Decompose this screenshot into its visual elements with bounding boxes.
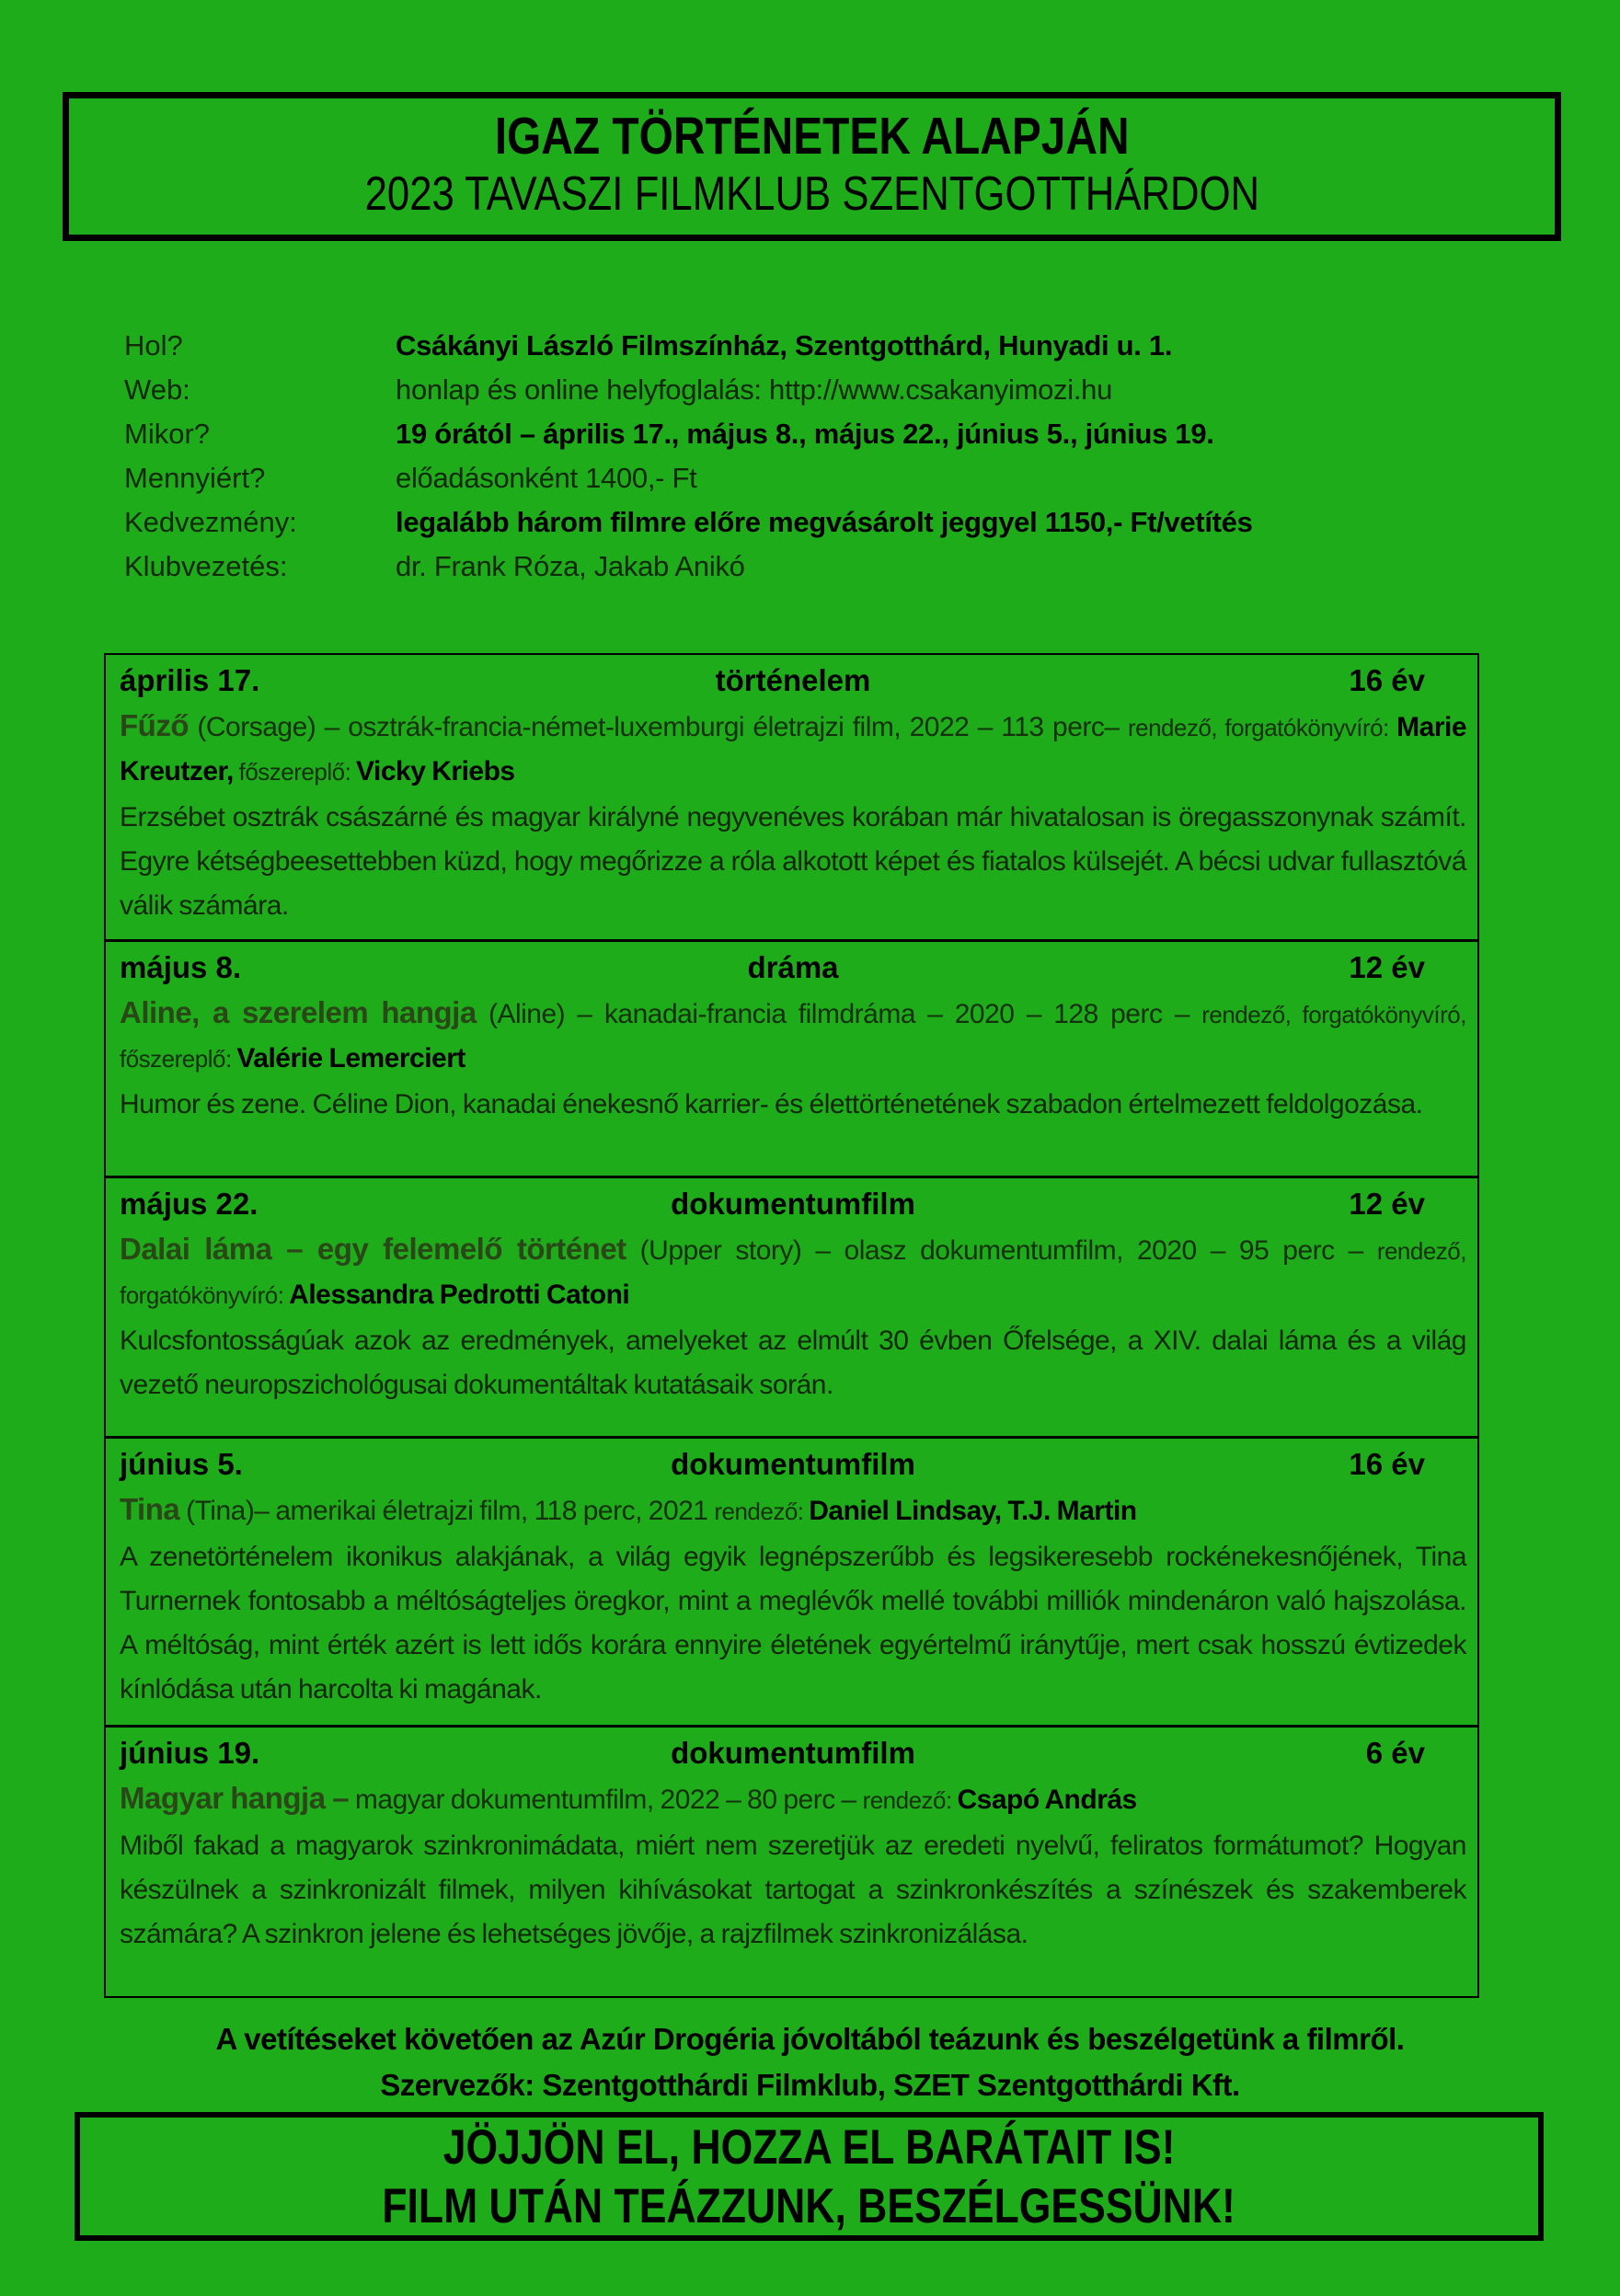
info-value: honlap és online helyfoglalás: http://www.csakanyimozi.hu [396, 373, 1113, 406]
film-row [106, 939, 1477, 1176]
film-row-head [120, 1443, 1466, 1486]
invitation-box [75, 2112, 1544, 2241]
film-description: Humor és zene. Céline Dion, kanadai énekesnő karrier- és élettörténetének szabadon értelmezett feldolgozása. [120, 1089, 1423, 1119]
info-value: legalább három filmre előre megvásárolt jeggyel 1150,- Ft/vetítés [396, 506, 1253, 538]
meta-segment: rendező, forgatókönyvíró: [120, 1237, 1466, 1309]
info-value: Csákányi László Filmszínház, Szentgotthárd, Hunyadi u. 1. [396, 329, 1173, 362]
film-meta-line [120, 1487, 1466, 1533]
meta-segment: Valérie Lemerciert [236, 1043, 465, 1073]
film-genre: dokumentumfilm [671, 1736, 915, 1770]
meta-segment: magyar dokumentumfilm, 2022 – 80 perc – [349, 1785, 863, 1815]
meta-segment: (Aline) – kanadai-francia filmdráma – 2020 – 128 perc – [476, 999, 1202, 1029]
film-row-head [120, 1183, 1466, 1225]
page-subtitle-row [69, 166, 1555, 222]
invitation-line2: FILM UTÁN TEÁZZUNK, BESZÉLGESSÜNK! [382, 2179, 1236, 2233]
invitation-line1: JÖJJÖN EL, HOZZA EL BARÁTAIT IS! [442, 2120, 1176, 2175]
film-row [106, 655, 1477, 939]
film-age-rating: 12 év [1349, 950, 1425, 984]
film-date: április 17. [120, 663, 260, 697]
footer-line1: A vetítéseket követően az Azúr Drogéria jóvoltából teázunk és beszélgetünk a filmről. [215, 2022, 1405, 2056]
film-description: Kulcsfontosságúak azok az eredmények, amelyeket az elmúlt 30 évben Őfelsége, a XIV. dalai láma és a világ vezető neuropszichológusai dokumentáltak kutatásaik során. [120, 1326, 1466, 1400]
film-age-rating: 6 év [1365, 1736, 1425, 1770]
info-row [124, 456, 1486, 500]
film-row-head [120, 660, 1466, 702]
film-row-head [120, 1732, 1466, 1774]
film-genre: dokumentumfilm [671, 1187, 915, 1221]
film-date: június 5. [120, 1447, 243, 1481]
film-description: A zenetörténelem ikonikus alakjának, a világ egyik legnépszerűbb és legsikeresebb rockénekesnőjének, Tina Turnernek fontosabb a méltóságteljes öregkor, mint a meglévők mellé további milliók mindenáron való hajszolása. A méltóság, mint érték azért is lett idős korára ennyire életének egyértelmű iránytűje, mert csak hosszú évtizedek kínlódása után harcolta ki magának. [120, 1542, 1466, 1705]
film-genre: történelem [715, 663, 871, 697]
page-subtitle: 2023 TAVASZI FILMKLUB SZENTGOTTHÁRDON [364, 167, 1259, 221]
meta-segment: Vicky Kriebs [356, 756, 515, 786]
film-row [106, 1176, 1477, 1436]
invitation-line2-row [80, 2176, 1538, 2235]
film-row-head [120, 947, 1466, 989]
info-value: előadásonként 1400,- Ft [396, 462, 697, 494]
footer-line2: Szervezők: Szentgotthárdi Filmklub, SZET Szentgotthárdi Kft. [380, 2068, 1240, 2102]
invitation-line1-row [80, 2118, 1538, 2176]
film-meta-line [120, 1227, 1466, 1317]
info-row [124, 368, 1486, 412]
meta-segment: rendező: [862, 1786, 958, 1814]
meta-segment: Csapó András [957, 1785, 1137, 1815]
meta-segment: (Upper story) – olasz dokumentumfilm, 2020 – 95 perc – [626, 1235, 1377, 1266]
film-title: Fűző [120, 708, 189, 742]
film-table [104, 653, 1479, 1998]
film-description: Miből fakad a magyarok szinkronimádata, miért nem szeretjük az eredeti nyelvű, feliratos formátumot? Hogyan készülnek a szinkronizált filmek, milyen kihívásokat tartogat a szinkronkészítés a színészek és szakemberek számára? A szinkron jelene és lehetséges jövője, a rajzfilmek szinkronizálása. [120, 1831, 1466, 1949]
film-age-rating: 16 év [1349, 1447, 1425, 1481]
film-row [106, 1725, 1477, 1996]
film-date: május 22. [120, 1187, 259, 1221]
footer-note [0, 2016, 1620, 2108]
meta-segment: rendező, forgatókönyvíró: [1127, 714, 1397, 741]
film-title: Tina [120, 1492, 180, 1526]
meta-segment: Daniel Lindsay, T.J. Martin [809, 1496, 1137, 1526]
info-label: Klubvezetés: [124, 550, 288, 582]
meta-segment: rendező, forgatókönyvíró, főszereplő: [120, 1001, 1466, 1073]
film-meta-line [120, 1776, 1466, 1822]
film-meta-line [120, 704, 1466, 794]
info-value: dr. Frank Róza, Jakab Anikó [396, 550, 745, 582]
meta-segment: Marie Kreutzer, [120, 712, 1467, 786]
title-box [63, 92, 1561, 241]
info-row [124, 500, 1486, 545]
film-title: Dalai láma – egy felemelő történet [120, 1232, 626, 1266]
info-section [124, 324, 1486, 589]
meta-segment: (Corsage) – osztrák-francia-német-luxemburgi életrajzi film, 2022 – 113 perc– [188, 712, 1128, 742]
film-date: május 8. [120, 950, 242, 984]
film-title: Magyar hangja – [120, 1781, 350, 1815]
info-label: Mikor? [124, 418, 211, 450]
info-label: Kedvezmény: [124, 506, 297, 538]
info-label: Web: [124, 373, 190, 406]
meta-segment: Alessandra Pedrotti Catoni [289, 1280, 630, 1310]
film-age-rating: 12 év [1349, 1187, 1425, 1221]
info-label: Hol? [124, 329, 183, 362]
film-genre: dokumentumfilm [671, 1447, 915, 1481]
page-title: IGAZ TÖRTÉNETEK ALAPJÁN [494, 107, 1130, 166]
info-row [124, 545, 1486, 589]
film-row [106, 1436, 1477, 1725]
film-meta-line [120, 991, 1466, 1081]
info-label: Mennyiért? [124, 462, 266, 494]
info-row [124, 412, 1486, 456]
film-age-rating: 16 év [1349, 663, 1425, 697]
info-value: 19 órától – április 17., május 8., május 22., június 5., június 19. [396, 418, 1214, 450]
film-description: Erzsébet osztrák császárné és magyar királyné negyvenéves korában már hivatalosan is öregasszonynak számít. Egyre kétségbeesettebben küzd, hogy megőrizze a róla alkotott képet és fiatalos külsejét. A bécsi udvar fullasztóvá válik számára. [120, 802, 1466, 921]
meta-segment: főszereplő: [233, 758, 357, 786]
meta-segment: (Tina)– amerikai életrajzi film, 118 perc, 2021 [179, 1496, 715, 1526]
film-date: június 19. [120, 1736, 260, 1770]
info-row [124, 324, 1486, 368]
film-genre: dráma [747, 950, 839, 984]
film-title: Aline, a szerelem hangja [120, 995, 477, 1029]
page-title-row [69, 98, 1555, 166]
meta-segment: rendező: [714, 1498, 810, 1525]
